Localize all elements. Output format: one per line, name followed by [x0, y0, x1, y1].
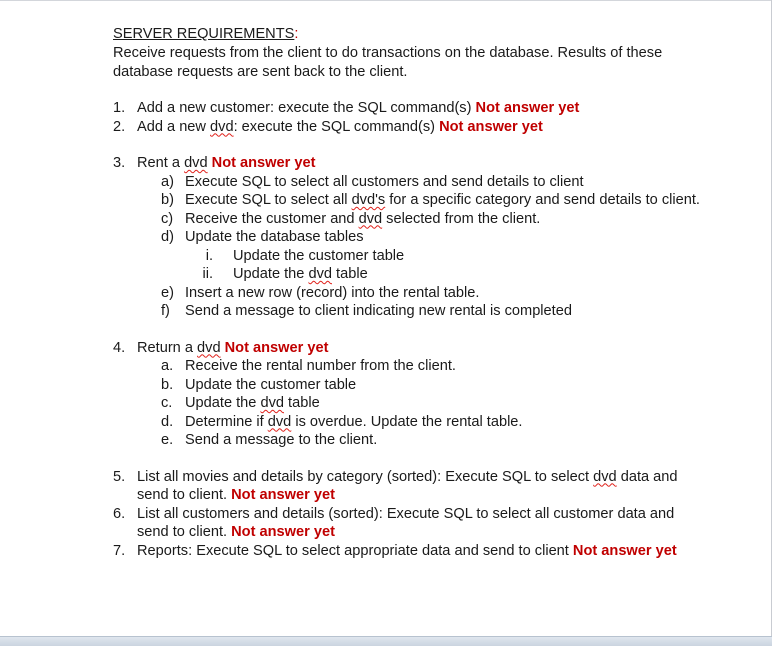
status-not-answered: Not answer yet: [439, 118, 543, 135]
sub-item: [113, 413, 713, 432]
spellcheck-word: dvd: [358, 210, 383, 227]
requirement-6: [113, 505, 709, 542]
spellcheck-word: dvd: [197, 339, 221, 356]
sub-marker: a): [161, 173, 174, 190]
requirement-text: Return a dvd: [137, 339, 221, 356]
sub-item-text: Determine if dvd is overdue. Update the rental table.: [185, 413, 523, 430]
requirement-text: Rent a dvd: [137, 155, 208, 171]
roman-marker: ii.: [202, 266, 213, 282]
spellcheck-word: dvd: [260, 395, 284, 411]
window-top-border: [0, 0, 772, 1]
spellcheck-word: dvd: [184, 155, 208, 171]
requirement-1: [113, 99, 713, 118]
sub-item-text: Update the database tables: [185, 229, 364, 245]
sub-marker: e): [161, 284, 174, 301]
sub-item-text: Execute SQL to select all dvd's for a specific category and send details to client.: [185, 192, 700, 208]
spacer: [113, 136, 713, 154]
requirement-text: Reports: Execute SQL to select appropriate data and send to client: [137, 542, 569, 559]
list-number: 1.: [113, 100, 126, 116]
sub-marker: e.: [161, 432, 174, 448]
requirement-3: [113, 154, 713, 173]
sub-sub-item-text: Update the customer table: [233, 247, 405, 264]
requirement-text: List all movies and details by category (sorted): Execute SQL to select dvd data and send to client.: [137, 468, 678, 503]
requirement-7: [113, 542, 709, 561]
sub-item-text: Update the dvd table: [185, 395, 320, 411]
requirement-text: Add a new customer: execute the SQL command(s): [137, 100, 472, 116]
spellcheck-word: dvd's: [351, 192, 386, 208]
requirement-2: [113, 118, 713, 137]
sub-sub-item-text: Update the dvd table: [233, 266, 368, 282]
sub-item: [113, 210, 713, 229]
spacer: [113, 450, 713, 468]
requirement-text: Add a new dvd: execute the SQL command(s): [137, 118, 435, 135]
sub-item: [113, 173, 713, 192]
requirement-4: [113, 339, 713, 358]
document-page: [113, 25, 713, 560]
status-not-answered: Not answer yet: [211, 155, 316, 171]
sub-item-text: Receive the rental number from the client.: [185, 358, 456, 374]
sub-sub-item: [113, 247, 713, 266]
sub-sub-item: [113, 265, 713, 284]
status-not-answered: Not answer yet: [475, 100, 580, 116]
list-number: 4.: [113, 339, 126, 356]
sub-item: [113, 357, 713, 376]
sub-item-text: Receive the customer and dvd selected from the client.: [185, 210, 541, 227]
sub-item-text: Execute SQL to select all customers and send details to client: [185, 173, 584, 190]
status-not-answered: Not answer yet: [224, 339, 329, 356]
intro-paragraph: Receive requests from the client to do transactions on the database. Results of these database requests are sent back to the client.: [113, 45, 663, 80]
sub-item: [113, 394, 713, 413]
sub-marker: a.: [161, 358, 174, 374]
sub-item-text: Update the customer table: [185, 376, 357, 393]
sub-marker: c.: [161, 395, 173, 411]
spacer: [113, 321, 713, 339]
spellcheck-word: dvd: [593, 468, 617, 485]
sub-marker: f): [161, 303, 170, 319]
spellcheck-word: dvd: [267, 413, 292, 430]
sub-item: [113, 284, 713, 303]
window-bottom-bar: [0, 636, 772, 646]
sub-item: [113, 191, 713, 210]
spacer: [113, 81, 713, 99]
status-not-answered: Not answer yet: [572, 542, 677, 559]
heading-colon: :: [294, 26, 299, 42]
sub-item-text: Insert a new row (record) into the rental table.: [185, 284, 480, 301]
sub-marker: b.: [161, 376, 174, 393]
heading-line: [113, 25, 713, 44]
sub-item: [113, 431, 713, 450]
list-number: 2.: [113, 118, 126, 135]
list-number: 7.: [113, 542, 126, 559]
requirement-text: List all customers and details (sorted): Execute SQL to select all customer data and send to client.: [137, 505, 675, 540]
list-number: 5.: [113, 468, 126, 485]
list-number: 3.: [113, 155, 126, 171]
roman-marker: i.: [205, 247, 213, 264]
sub-marker: d): [161, 229, 174, 245]
sub-marker: b): [161, 192, 174, 208]
sub-marker: c): [161, 210, 174, 227]
sub-item-text: Send a message to the client.: [185, 432, 378, 448]
server-requirements-heading: SERVER REQUIREMENTS: [113, 26, 295, 42]
sub-item: [113, 302, 713, 321]
sub-item-text: Send a message to client indicating new rental is completed: [185, 303, 572, 319]
sub-item: [113, 376, 713, 395]
status-not-answered: Not answer yet: [231, 487, 335, 503]
spellcheck-word: dvd: [210, 118, 234, 135]
sub-item: [113, 228, 713, 247]
requirement-5: [113, 468, 709, 505]
spellcheck-word: dvd: [308, 266, 332, 282]
status-not-answered: Not answer yet: [231, 524, 335, 540]
list-number: 6.: [113, 505, 126, 522]
sub-marker: d.: [161, 413, 174, 430]
